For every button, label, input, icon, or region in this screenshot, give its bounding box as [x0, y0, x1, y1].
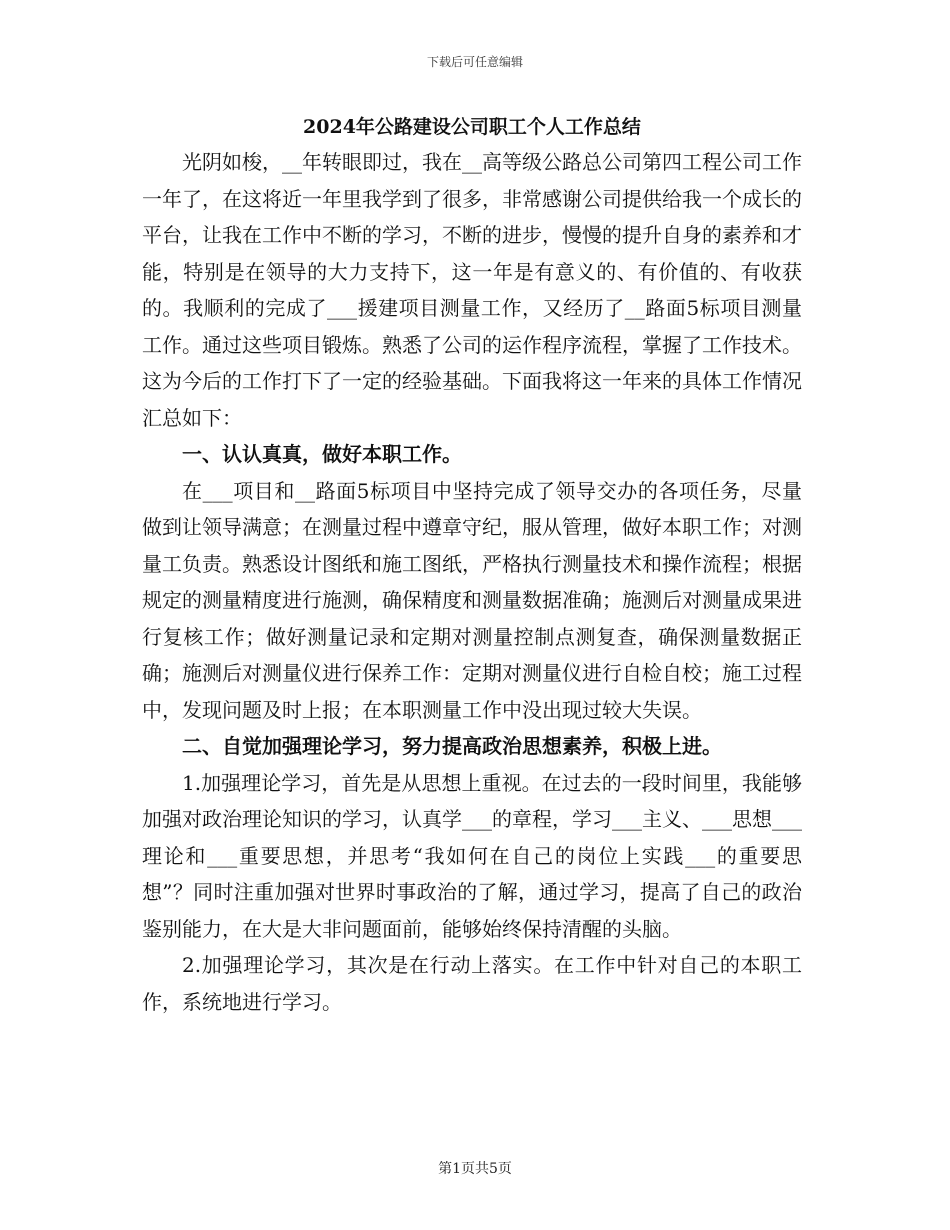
page-number: 第1页共5页: [438, 1161, 512, 1177]
document-body: [142, 112, 802, 1020]
section-2-paragraph-1: 1.加强理论学习，首先是从思想上重视。在过去的一段时间里，我能够加强对政治理论知识的学习，认真学___的章程，学习___主义、___思想___理论和___重要思想，并思考“我如何在自己的岗位上实践___的重要思想”？同时注重加强对世界时事政治的了解，通过学习，提高了自己的政治鉴别能力，在大是大非问题面前，能够始终保持清醒的头脑。: [142, 770, 802, 941]
section-heading-1: 一、认认真真，做好本职工作。: [182, 442, 462, 466]
document-title: 2024年公路建设公司职工个人工作总结: [303, 116, 641, 138]
header-note: 下载后可任意编辑: [426, 55, 523, 69]
intro-paragraph: 光阴如梭，__年转眼即过，我在__高等级公路总公司第四工程公司工作一年了，在这将近一年里我学到了很多，非常感谢公司提供给我一个成长的平台，让我在工作中不断的学习，不断的进步，慢慢的提升自身的素养和才能，特别是在领导的大力支持下，这一年是有意义的、有价值的、有收获的。我顺利的完成了___援建项目测量工作，又经历了__路面5标项目测量工作。通过这些项目锻炼。熟悉了公司的运作程序流程，掌握了工作技术。这为今后的工作打下了一定的经验基础。下面我将这一年来的具体工作情况汇总如下：: [142, 150, 802, 430]
section-2-paragraph-2: 2.加强理论学习，其次是在行动上落实。在工作中针对自己的本职工作，系统地进行学习。: [142, 953, 802, 1014]
section-heading-2: 二、自觉加强理论学习，努力提高政治思想素养，积极上进。: [182, 734, 722, 758]
section-1-paragraph: 在___项目和__路面5标项目中坚持完成了领导交办的各项任务，尽量做到让领导满意；在测量过程中遵章守纪，服从管理，做好本职工作；对测量工负责。熟悉设计图纸和施工图纸，严格执行测量技术和操作流程；根据规定的测量精度进行施测，确保精度和测量数据准确；施测后对测量成果进行复核工作；做好测量记录和定期对测量控制点测复查，确保测量数据正确；施测后对测量仪进行保养工作：定期对测量仪进行自检自校；施工过程中，发现问题及时上报；在本职测量工作中没出现过较大失误。: [142, 478, 802, 722]
